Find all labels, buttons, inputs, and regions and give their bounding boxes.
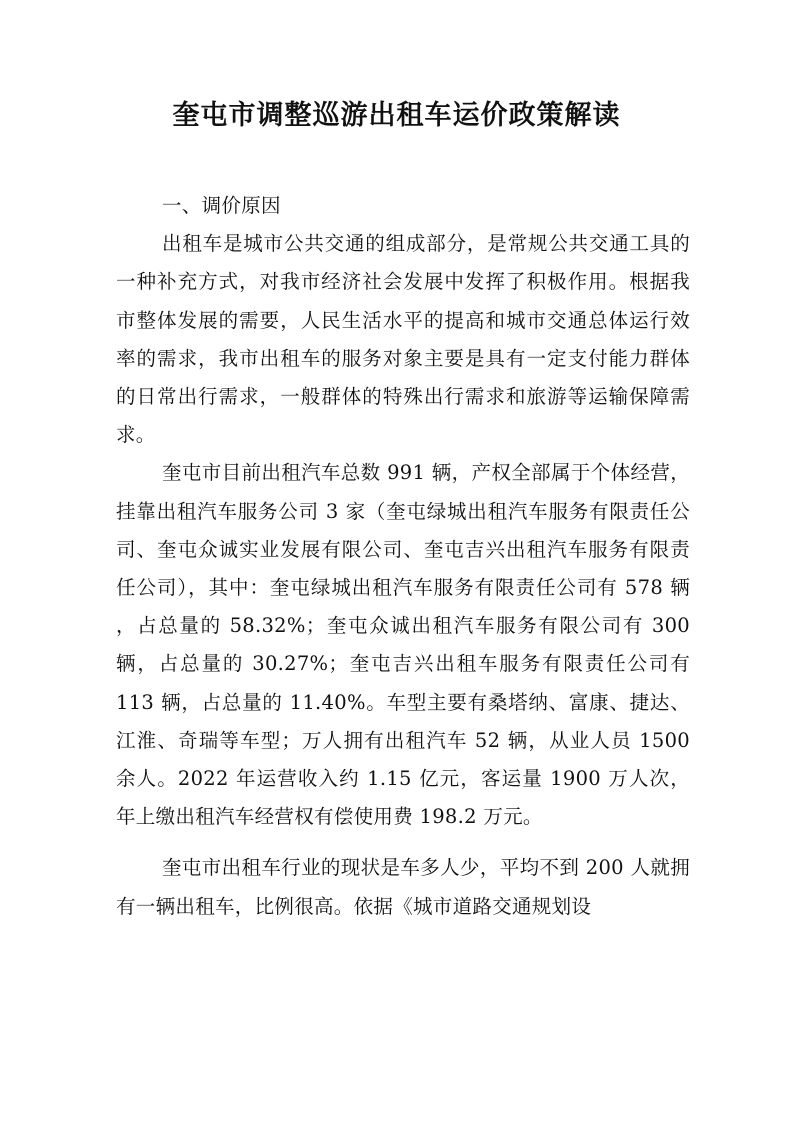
document-title: 奎屯市调整巡游出租车运价政策解读 (172, 100, 621, 131)
document-body (116, 187, 690, 926)
paragraph-taxi-statistics: 奎屯市目前出租汽车总数 991 辆，产权全部属于个体经营，挂靠出租汽车服务公司 3 家（奎屯绿城出租汽车服务有限责任公司、奎屯众诚实业发展有限公司、奎屯吉兴出租汽车服务有限责任公司），其中：奎屯绿城出租汽车服务有限责任公司有 578 辆 ，占总量的 58.32%；奎屯众诚出租汽车服务有限公司有 300 辆，占总量的 30.27%；奎屯吉兴出租车服务有限责任公司有 113 辆，占总量的 11.40%。车型主要有桑塔纳、富康、捷达、江淮、奇瑞等车型；万人拥有出租汽车 52 辆，从业人员 1500 余人。2022 年运营收入约 1.15 亿元，客运量 1900 万人次，年上缴出租汽车经营权有偿使用费 198.2 万元。 (116, 461, 690, 829)
paragraph-taxi-role: 出租车是城市公共交通的组成部分，是常规公共交通工具的一种补充方式，对我市经济社会发展中发挥了积极作用。根据我市整体发展的需要，人民生活水平的提高和城市交通总体运行效率的需求，我市出租车的服务对象主要是具有一定支付能力群体的日常出行需求，一般群体的特殊出行需求和旅游等运输保障需求。 (116, 232, 690, 447)
section-heading: 一、调价原因 (162, 194, 281, 217)
paragraph-industry-status: 奎屯市出租车行业的现状是车多人少，平均不到 200 人就拥有一辆出租车，比例很高。依据《城市道路交通规划设 (116, 856, 690, 918)
